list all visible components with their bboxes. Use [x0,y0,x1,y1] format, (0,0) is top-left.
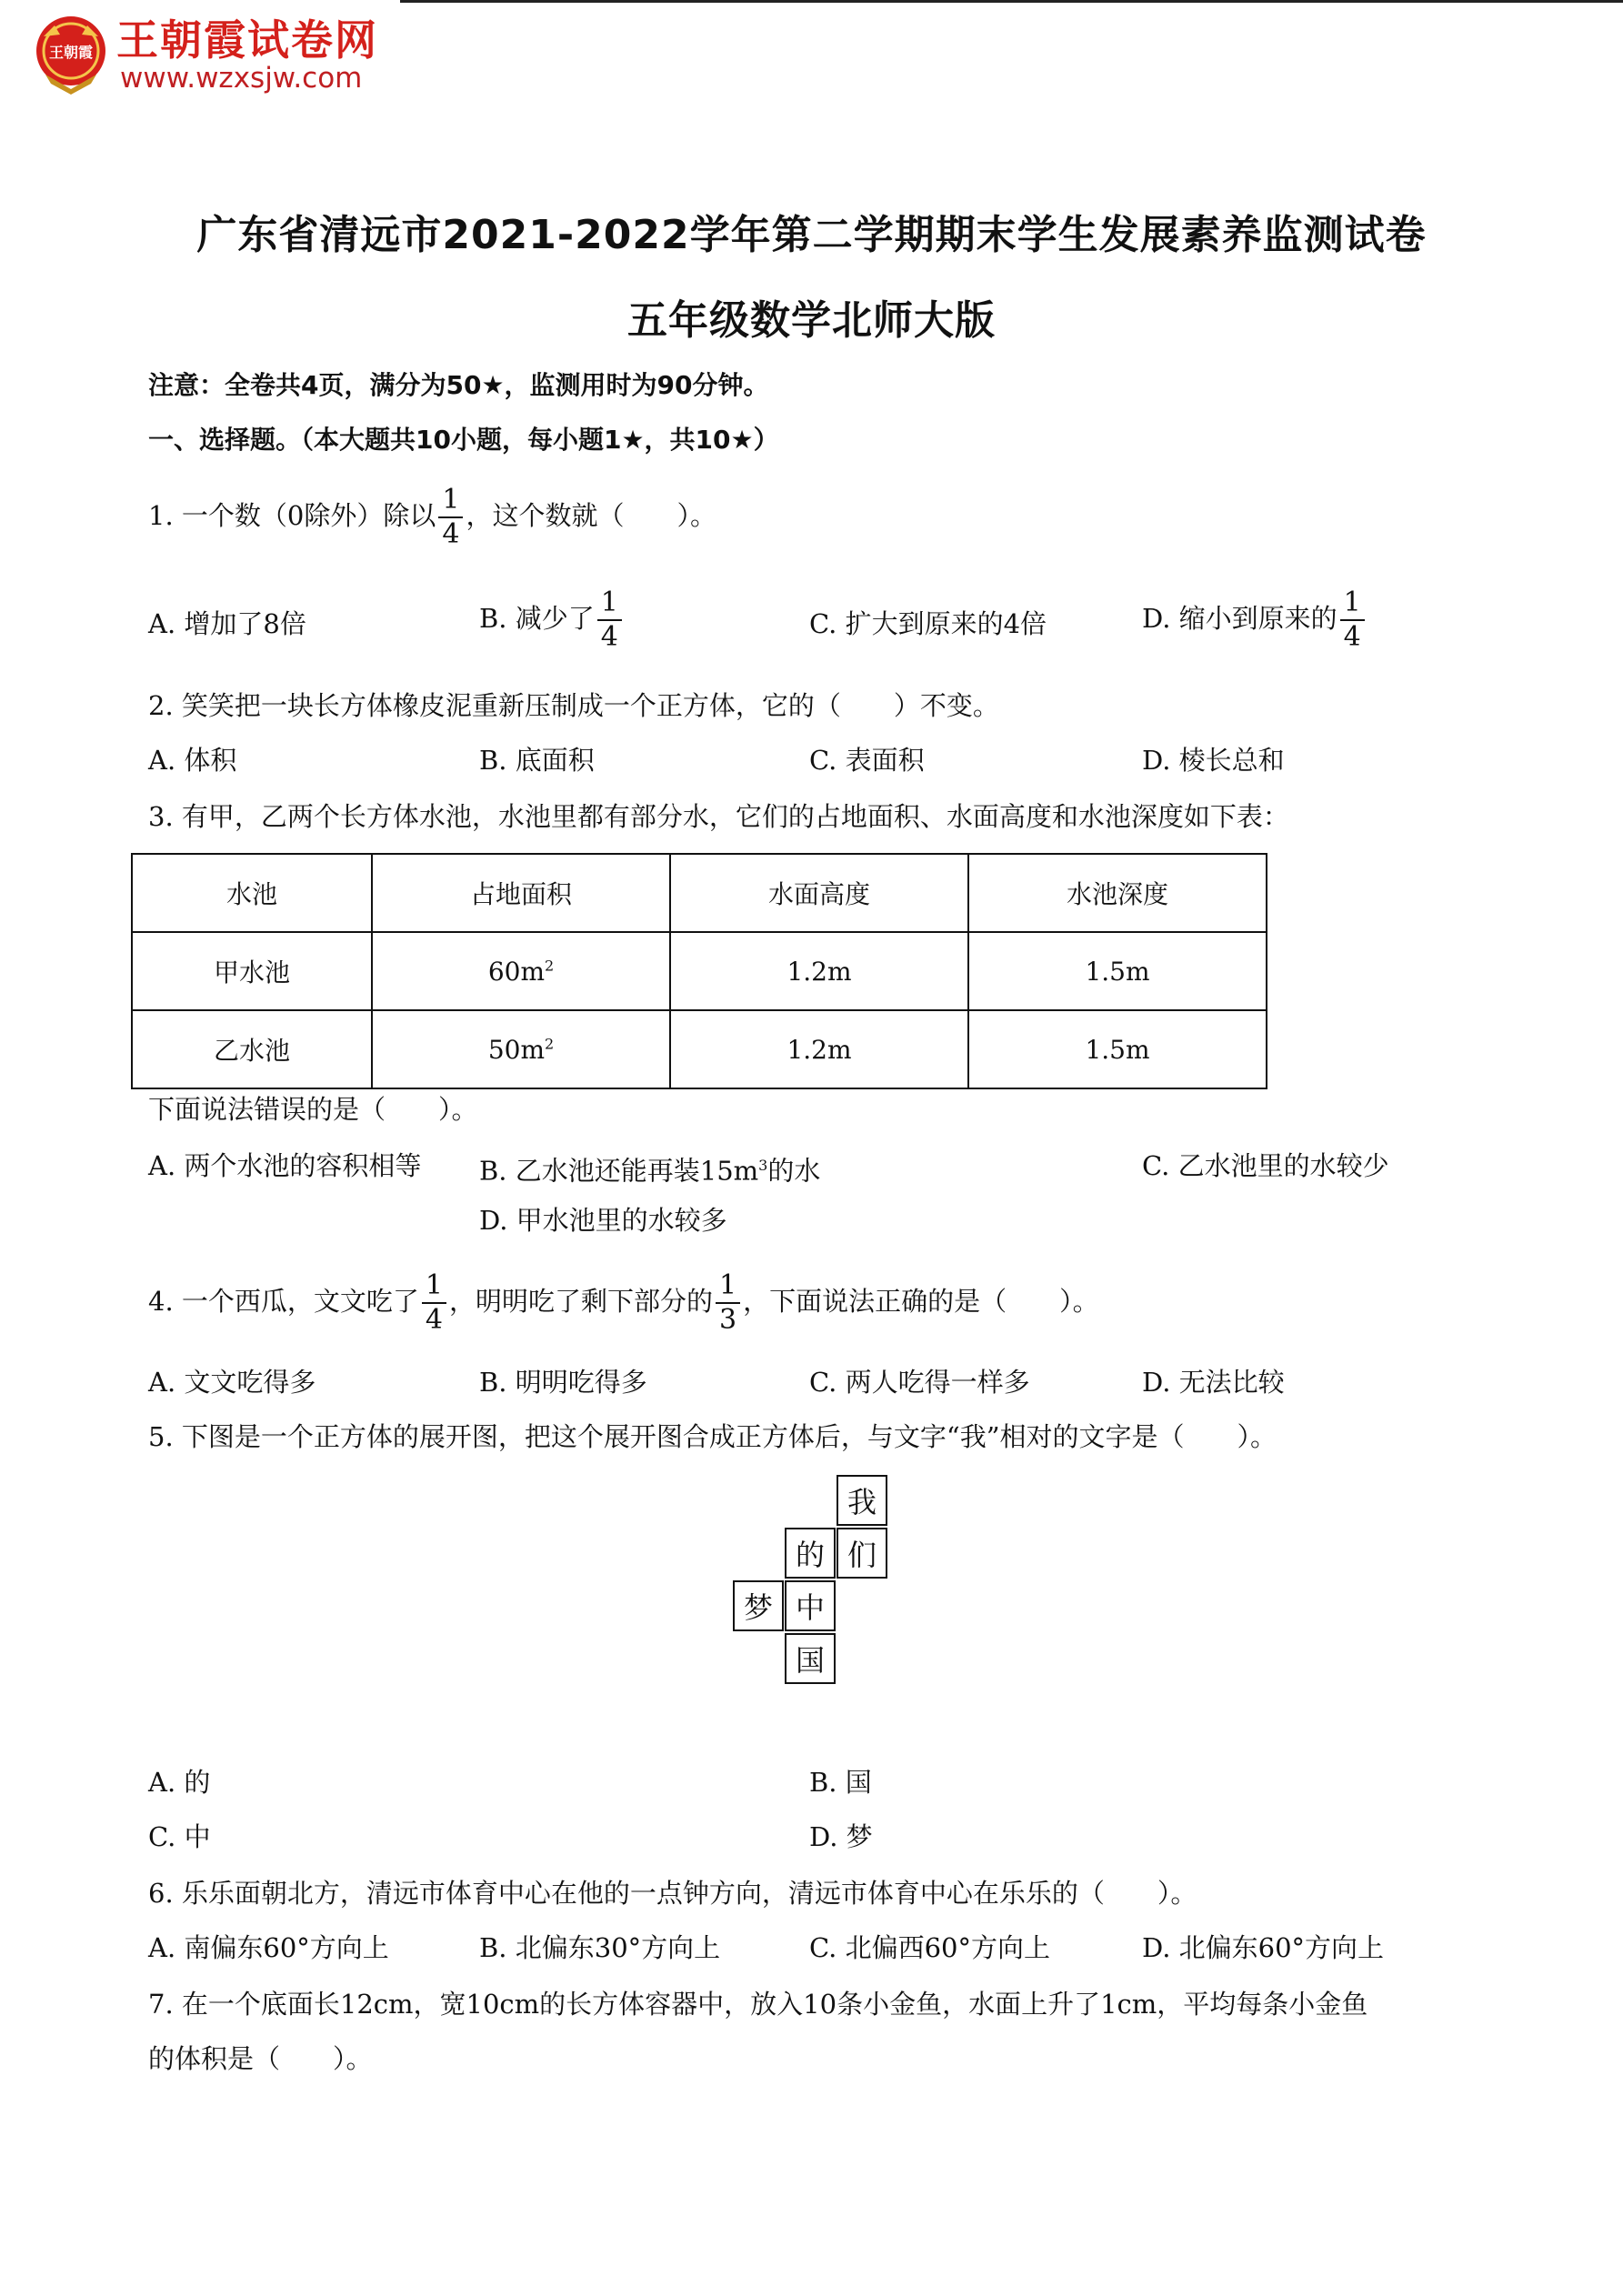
table-cell: 1.2m [670,932,968,1010]
page-subtitle: 五年级数学北师大版 [627,297,996,344]
question-7: 7. 在一个底面长12cm，宽10cm的长方体容器中，放入10条小金鱼，水面上升了1cm，平均每条小金鱼 [148,1989,1368,2020]
option-b[interactable]: B. 减少了 $\frac{1}{4}$ [479,587,625,654]
option-b[interactable]: B. 底面积 [479,745,595,776]
option-a[interactable]: A. 的 [148,1767,211,1798]
question-3-prompt: 下面说法错误的是（ ）。 [148,1094,478,1125]
table-cell: $60m^2$ [372,932,670,1010]
table-cell: $50m^2$ [372,1010,670,1088]
table-row [132,932,1267,1010]
table-cell: 甲水池 [132,932,372,1010]
table-cell: 乙水池 [132,1010,372,1088]
option-c[interactable]: C. 乙水池里的水较少 [1142,1150,1389,1181]
option-a[interactable]: A. 体积 [148,745,237,776]
option-a[interactable]: A. 文文吃得多 [148,1367,316,1398]
question-1 [148,484,716,551]
question-1-suffix: ，这个数就（ ）。 [466,500,716,531]
option-c[interactable]: C. 表面积 [809,745,925,776]
option-d[interactable]: D. 无法比较 [1142,1367,1285,1398]
option-a[interactable]: A. 南偏东60°方向上 [148,1932,389,1963]
fraction: $\frac{1}{4}$ [422,1269,446,1337]
option-d[interactable]: D. 缩小到原来的 $\frac{1}{4}$ [1142,587,1368,654]
option-c[interactable]: C. 北偏西60°方向上 [809,1932,1050,1963]
option-a[interactable]: A. 增加了8倍 [148,608,306,639]
site-url: www.wzxsjw.com [120,62,363,95]
fraction: $\frac{1}{4}$ [438,484,463,551]
section-heading: 一、选择题。（本大题共10小题，每小题1★，共10★） [148,425,779,455]
option-c[interactable]: C. 中 [148,1821,211,1852]
table-cell: 1.5m [968,932,1267,1010]
table-header-row [132,854,1267,932]
question-5: 5. 下图是一个正方体的展开图，把这个展开图合成正方体后，与文字“我”相对的文字是（ ）。 [148,1421,1277,1452]
question-6: 6. 乐乐面朝北方，清远市体育中心在他的一点钟方向，清远市体育中心在乐乐的（ ）。 [148,1878,1197,1909]
page-title: 广东省清远市2021-2022学年第二学期期末学生发展素养监测试卷 [196,212,1427,258]
cube-face: 国 [785,1633,836,1684]
question-4: 4. 一个西瓜，文文吃了 $\frac{1}{4}$ ，明明吃了剩下部分的 $\frac{1}{3}$ ，下面说法正确的是（ ）。 [148,1269,1099,1336]
option-a[interactable]: A. 两个水池的容积相等 [148,1150,422,1181]
header-rule [400,0,1623,3]
site-logo-text: 王朝霞试卷网 [116,15,378,65]
logo-badge-text: 王朝霞 [48,44,94,61]
table-cell: 1.2m [670,1010,968,1088]
option-d[interactable]: D. 梦 [809,1821,873,1852]
table-header: 水面高度 [670,854,968,932]
option-b[interactable]: B. 明明吃得多 [479,1367,647,1398]
option-d[interactable]: D. 甲水池里的水较多 [479,1205,727,1236]
option-c[interactable]: C. 扩大到原来的4倍 [809,608,1047,639]
cube-face: 我 [837,1475,887,1526]
question-2: 2. 笑笑把一块长方体橡皮泥重新压制成一个正方体，它的（ ）不变。 [148,690,999,721]
option-b[interactable]: B. 北偏东30°方向上 [479,1932,721,1963]
logo-badge-icon [27,9,115,96]
option-d[interactable]: D. 北偏东60°方向上 [1142,1932,1385,1963]
option-b[interactable]: B. 乙水池还能再装$15m^3$的水 [479,1155,821,1187]
option-d[interactable]: D. 棱长总和 [1142,745,1285,776]
question-1-prefix: 1. 一个数（0除外）除以 [148,500,436,531]
table-row [132,1010,1267,1088]
cube-face: 们 [837,1528,887,1579]
question-3: 3. 有甲，乙两个长方体水池，水池里都有部分水，它们的占地面积、水面高度和水池深度如下表： [148,801,1289,832]
table-header: 占地面积 [372,854,670,932]
notice: 注意：全卷共4页，满分为50★，监测用时为90分钟。 [148,370,769,400]
option-c[interactable]: C. 两人吃得一样多 [809,1367,1030,1398]
question-7-cont: 的体积是（ ）。 [148,2043,373,2074]
cube-face: 梦 [733,1580,784,1631]
pool-table [131,853,1267,1089]
option-b[interactable]: B. 国 [809,1767,872,1798]
cube-face: 中 [785,1580,836,1631]
cube-face: 的 [785,1528,836,1579]
table-header: 水池 [132,854,372,932]
table-header: 水池深度 [968,854,1267,932]
cube-net [733,1475,895,1689]
fraction: $\frac{1}{3}$ [716,1269,740,1337]
table-cell: 1.5m [968,1010,1267,1088]
